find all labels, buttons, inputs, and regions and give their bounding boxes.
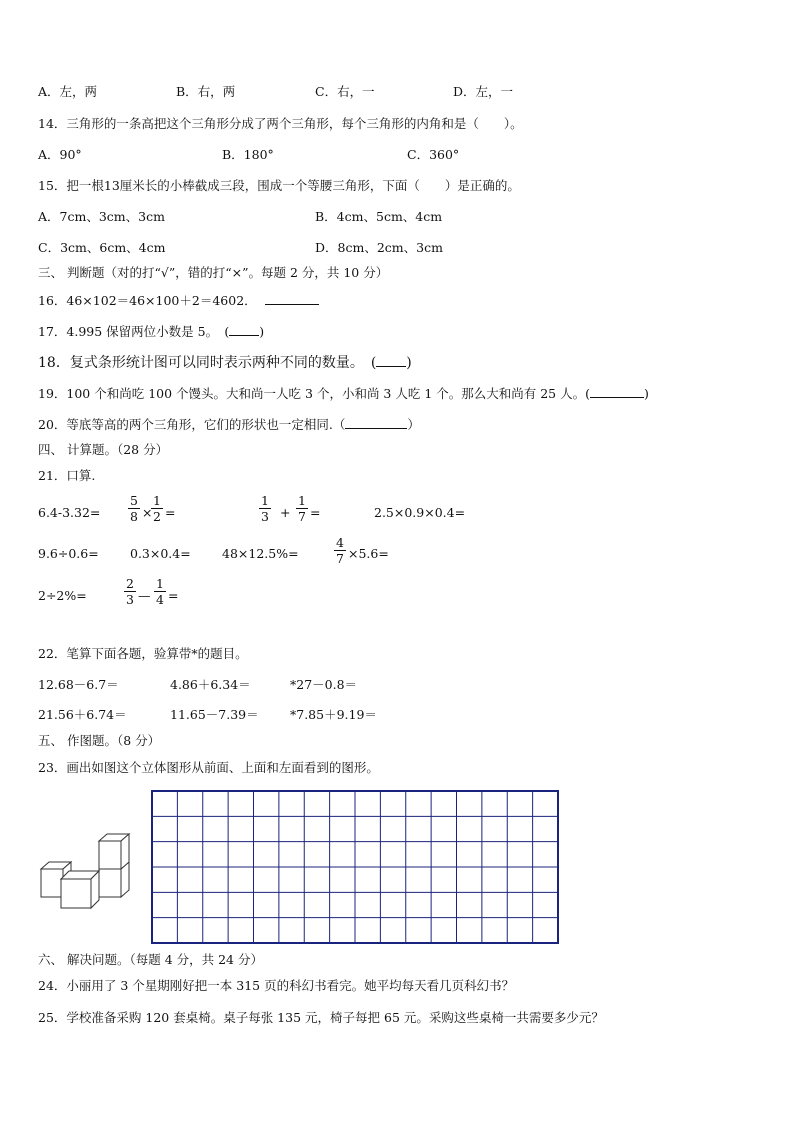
section-heading-judgement: 三、 判断题（对的打“√”，错的打“×”。每题 2 分，共 10 分） [38, 265, 389, 280]
fraction [296, 493, 308, 524]
written-calc: *27－0.8＝ [290, 677, 358, 692]
question-15: 15．把一根13厘米长的小棒截成三段，围成一个等腰三角形，下面（ ）是正确的。 [38, 178, 520, 193]
oral-expression: 2÷2%= [38, 588, 87, 603]
operator: — [138, 588, 151, 603]
question-25: 25．学校准备采购 120 套桌椅。桌子每张 135 元，椅子每把 65 元。采购这些桌椅一共需要多少元？ [38, 1010, 604, 1025]
q14-option-b: B．180° [222, 147, 274, 162]
fraction [128, 493, 140, 524]
denominator: 7 [298, 509, 306, 524]
question-22: 22．笔算下面各题，验算带*的题目。 [38, 646, 248, 661]
written-calc: 21.56＋6.74＝ [38, 707, 127, 722]
q15-option-c: C．3cm、6cm、4cm [38, 240, 166, 255]
option-d: D．左，一 [453, 84, 514, 99]
section-heading-drawing: 五、 作图题。（8 分） [38, 733, 161, 748]
fraction [151, 493, 163, 524]
written-calc: 12.68－6.7＝ [38, 677, 119, 692]
question-17 [38, 323, 264, 340]
fraction [124, 576, 136, 607]
option-b: B．右，两 [176, 84, 236, 99]
option-a: A．左，两 [38, 84, 98, 99]
denominator: 2 [153, 509, 161, 524]
question-18-text: 18．复式条形统计图可以同时表示两种不同的数量。 ( [38, 355, 377, 371]
numerator: 1 [153, 493, 161, 508]
question-18 [38, 354, 412, 371]
denominator: 3 [261, 509, 269, 524]
cube-figure [38, 826, 138, 912]
question-19 [38, 385, 649, 402]
answer-blank[interactable] [229, 323, 259, 336]
section-heading-calculation: 四、 计算题。（28 分） [38, 442, 169, 457]
fraction [154, 576, 166, 607]
oral-expression: 0.3×0.4= [130, 546, 191, 561]
numerator: 1 [298, 493, 306, 508]
cube-face [61, 879, 91, 908]
denominator: 7 [336, 551, 344, 566]
oral-expression: 2.5×0.9×0.4= [374, 505, 466, 520]
option-c: C．右，一 [315, 84, 375, 99]
answer-blank[interactable] [590, 385, 644, 398]
close-paren: ) [406, 355, 412, 371]
question-19-text: 19．100 个和尚吃 100 个馒头。大和尚一人吃 3 个，小和尚 3 人吃 1 个。那么大和尚有 25 人。( [38, 386, 590, 401]
numerator: 5 [130, 493, 138, 508]
equals: = [310, 505, 321, 520]
equals: = [165, 505, 176, 520]
answer-blank[interactable] [265, 292, 319, 305]
written-calc: *7.85＋9.19＝ [290, 707, 377, 722]
written-calc: 11.65－7.39＝ [170, 707, 259, 722]
question-23: 23．画出如图这个立体图形从前面、上面和左面看到的图形。 [38, 760, 379, 775]
oral-expression: ×5.6= [348, 546, 389, 561]
oral-expression: 48×12.5%= [222, 546, 299, 561]
question-24: 24．小丽用了 3 个星期刚好把一本 315 页的科幻书看完。她平均每天看几页科幻书？ [38, 978, 515, 993]
answer-blank[interactable] [376, 354, 406, 367]
close-paren: ） [407, 417, 420, 432]
question-20 [38, 416, 420, 433]
section-heading-problems: 六、 解决问题。（每题 4 分，共 24 分） [38, 952, 263, 967]
denominator: 8 [130, 509, 138, 524]
numerator: 1 [261, 493, 269, 508]
drawing-grid[interactable] [150, 789, 560, 945]
close-paren: ) [259, 324, 265, 339]
answer-blank[interactable] [345, 416, 407, 429]
question-21: 21．口算. [38, 468, 96, 483]
close-paren: ) [643, 386, 649, 401]
oral-expression: 9.6÷0.6= [38, 546, 99, 561]
question-16 [38, 292, 319, 309]
cube-face [41, 869, 63, 897]
denominator: 4 [156, 592, 164, 607]
equals: = [168, 588, 179, 603]
fraction [334, 535, 346, 566]
question-16-text: 16．46×102＝46×100＋2＝4602． [38, 293, 257, 308]
q14-option-c: C．360° [407, 147, 460, 162]
q15-option-d: D．8cm、2cm、3cm [315, 240, 443, 255]
fraction [259, 493, 271, 524]
q15-option-a: A．7cm、3cm、3cm [38, 209, 165, 224]
question-14: 14．三角形的一条高把这个三角形分成了两个三角形，每个三角形的内角和是（ ）。 [38, 116, 523, 131]
operator: × [142, 505, 153, 520]
operator: + [280, 505, 291, 520]
cube-face [99, 869, 121, 897]
numerator: 1 [156, 576, 164, 591]
numerator: 4 [336, 535, 344, 550]
q14-option-a: A．90° [38, 147, 82, 162]
written-calc: 4.86＋6.34＝ [170, 677, 251, 692]
q15-option-b: B．4cm、5cm、4cm [315, 209, 443, 224]
oral-expression: 6.4-3.32= [38, 505, 101, 520]
numerator: 2 [126, 576, 134, 591]
denominator: 3 [126, 592, 134, 607]
question-17-text: 17．4.995 保留两位小数是 5。 ( [38, 324, 230, 339]
question-20-text: 20．等底等高的两个三角形，它们的形状也一定相同.（ [38, 417, 346, 432]
cube-face [99, 841, 121, 869]
